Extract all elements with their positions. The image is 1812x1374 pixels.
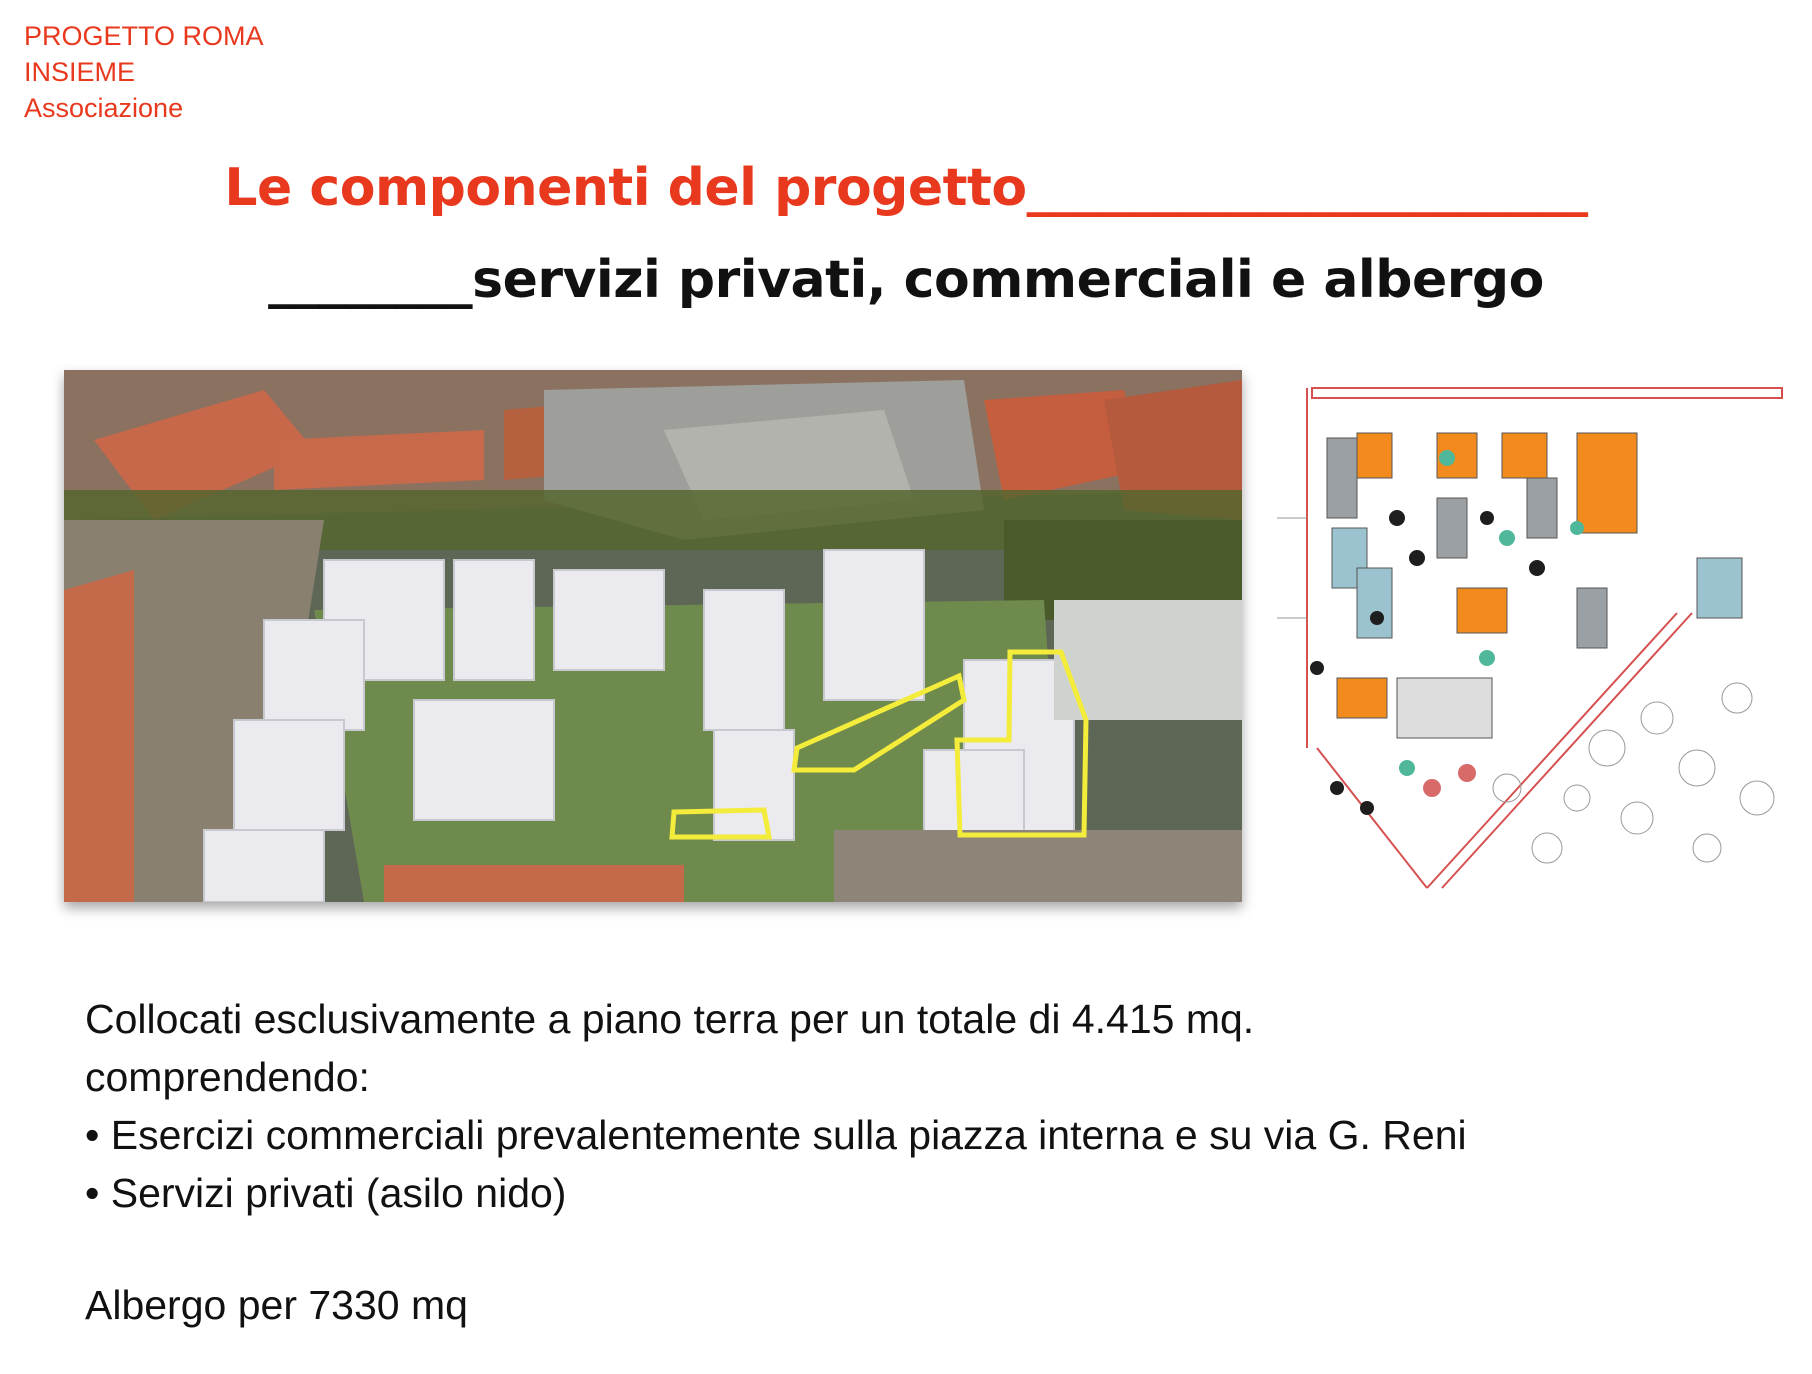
org-line-1: PROGETTO ROMA: [24, 21, 264, 51]
bullet-private-services: • Servizi privati (asilo nido): [85, 1170, 567, 1216]
org-line-3: Associazione: [24, 93, 184, 123]
aerial-render-image: [64, 370, 1242, 902]
slide-subtitle: ________servizi privati, commerciali e albergo: [268, 250, 1544, 310]
body-line-2: comprendendo:: [85, 1054, 370, 1100]
org-line-2: INSIEME: [24, 57, 136, 87]
slide-title: Le componenti del progetto______________________: [224, 158, 1588, 218]
site-plan-image: [1277, 368, 1797, 903]
body-line-1: Collocati esclusivamente a piano terra per un totale di 4.415 mq.: [85, 996, 1255, 1042]
organization-name: [24, 18, 264, 126]
bullet-commercial: • Esercizi commerciali prevalentemente sulla piazza interna e su via G. Reni: [85, 1112, 1467, 1158]
hotel-area-text: Albergo per 7330 mq: [85, 1282, 468, 1328]
body-text: [85, 990, 1467, 1222]
